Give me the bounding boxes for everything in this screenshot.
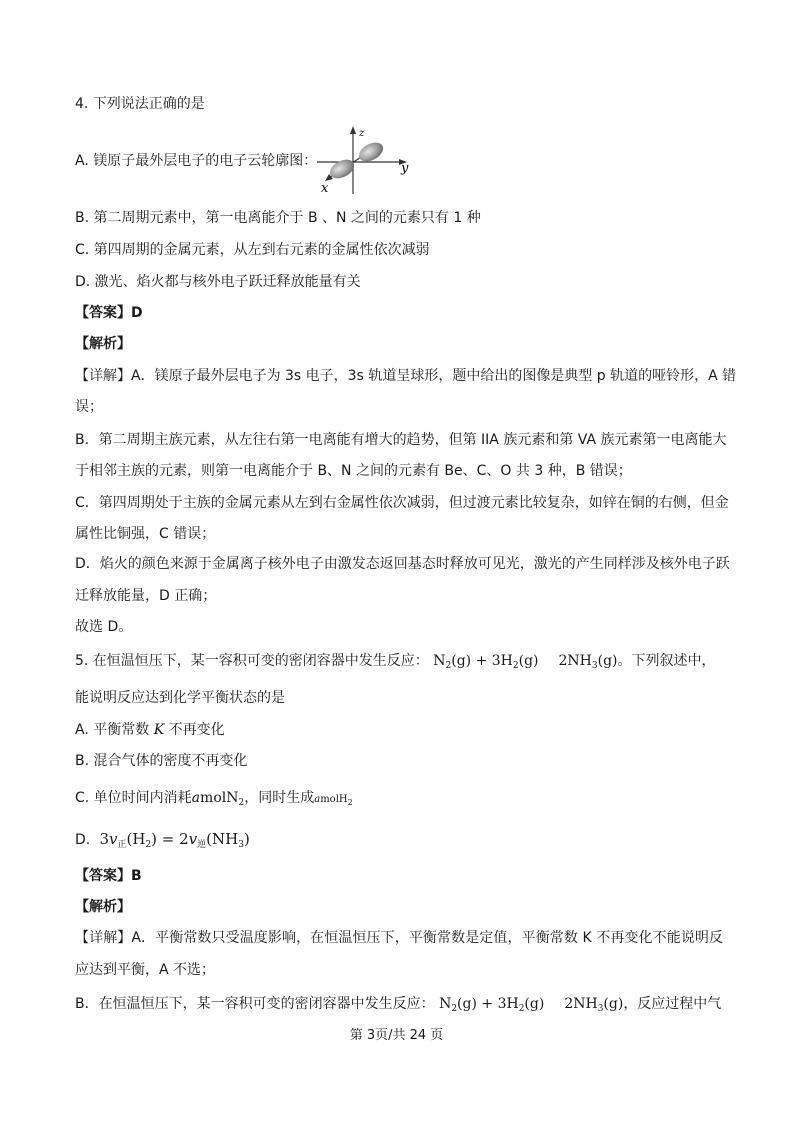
q5-detail-line-3 — [75, 995, 721, 1018]
q5-option-c — [75, 789, 353, 812]
q4-conclusion: 故选 D。 — [75, 619, 133, 635]
q4-detail-line-4: 于相邻主族的元素，则第一电离能介于 B、N 之间的元素有 Be、C、O 共 3 种，B 错误； — [75, 463, 632, 479]
q4-detail-line-3: B．第二周期主族元素，从左往右第一电离能有增大的趋势，但第 IIA 族元素和第 VA 族元素第一电离能大 — [75, 432, 727, 448]
q5-option-a — [75, 721, 225, 739]
q5-stem-suffix: 。下列叙述中， — [617, 653, 716, 669]
reaction-equation-repeat: $N_2(g) + 3H_2(g)$ $2NH_3(g)$ — [439, 996, 624, 1014]
q4-detail-line-7: D．焰火的颜色来源于金属离子核外电子由激发态返回基态时释放可见光，激光的产生同样涉及核外电子跃 — [75, 556, 730, 572]
equilibrium-constant-symbol: K — [153, 722, 165, 738]
q5-detail-line-2: 应达到平衡，A 不选； — [75, 962, 216, 978]
q5-answer: 【答案】B — [75, 868, 142, 884]
q5-option-d — [75, 830, 250, 854]
rate-equation: $3v_正(H_2) = 2v_逆(NH_3)$ — [94, 830, 250, 850]
q4-detail-line-2: 误； — [75, 399, 103, 415]
axis-z-label: z — [359, 128, 365, 139]
q4-detail-line-1: 【详解】A．镁原子最外层电子为 3s 电子，3s 轨道呈球形，题中给出的图像是典型 p 轨道的哑铃形，A 错 — [75, 368, 737, 384]
q4-answer: 【答案】D — [75, 305, 143, 321]
q4-option-a — [75, 152, 317, 170]
p-orbital-figure — [315, 124, 415, 196]
q5-option-c-prefix: C. 单位时间内消耗 — [75, 790, 192, 806]
q4-option-b: B. 第二周期元素中，第一电离能介于 B 、N 之间的元素只有 1 种 — [75, 210, 481, 226]
q4-stem: 4. 下列说法正确的是 — [75, 96, 205, 112]
amol-n2-formula: amolN$_2$ — [191, 790, 245, 808]
q5-option-d-prefix: D. — [75, 832, 91, 848]
amol-h2-formula: amolH$_2$ — [314, 794, 353, 807]
q4-option-c: C. 第四周期的金属元素，从左到右元素的金属性依次减弱 — [75, 242, 430, 258]
reaction-equation: $N_2(g) + 3H_2(g)$ $2NH_3(g)$ — [433, 653, 618, 671]
q5-stem-line-2: 能说明反应达到化学平衡状态的是 — [75, 690, 285, 706]
q5-detail-3-suffix: ，反应过程中气 — [623, 996, 722, 1012]
q5-stem-line-1 — [75, 652, 716, 675]
q5-analysis-heading: 【解析】 — [75, 899, 131, 915]
q4-option-a-text: A. 镁原子最外层电子的电子云轮廓图： — [75, 153, 318, 169]
q5-stem-prefix: 5. 在恒温恒压下，某一容积可变的密闭容器中发生反应： — [75, 653, 429, 669]
axis-x-label: x — [321, 181, 329, 196]
q4-option-d: D. 激光、焰火都与核外电子跃迁释放能量有关 — [75, 274, 361, 290]
q5-option-b: B. 混合气体的密度不再变化 — [75, 753, 248, 769]
orbital-lobe-upper — [356, 139, 386, 165]
q4-detail-line-6: 属性比铜强，C 错误； — [75, 526, 216, 542]
q5-option-a-prefix: A. 平衡常数 — [75, 722, 150, 738]
q5-option-c-mid: ，同时生成 — [244, 790, 315, 806]
q5-option-a-suffix: 不再变化 — [168, 722, 225, 738]
q5-detail-3-prefix: B．在恒温恒压下，某一容积可变的密闭容器中发生反应： — [75, 996, 435, 1012]
page-footer: 第 3页/共 24 页 — [349, 1028, 444, 1043]
q4-analysis-heading: 【解析】 — [75, 336, 131, 352]
q4-detail-line-8: 迁释放能量，D 正确； — [75, 588, 217, 604]
axis-y-label: y — [401, 161, 409, 176]
q4-detail-line-5: C．第四周期处于主族的金属元素从左到右金属性依次减弱，但过渡元素比较复杂，如锌在铜的右侧，但金 — [75, 495, 729, 511]
q5-detail-line-1: 【详解】A．平衡常数只受温度影响，在恒温恒压下，平衡常数是定值，平衡常数 K 不再变化不能说明反 — [75, 930, 723, 946]
